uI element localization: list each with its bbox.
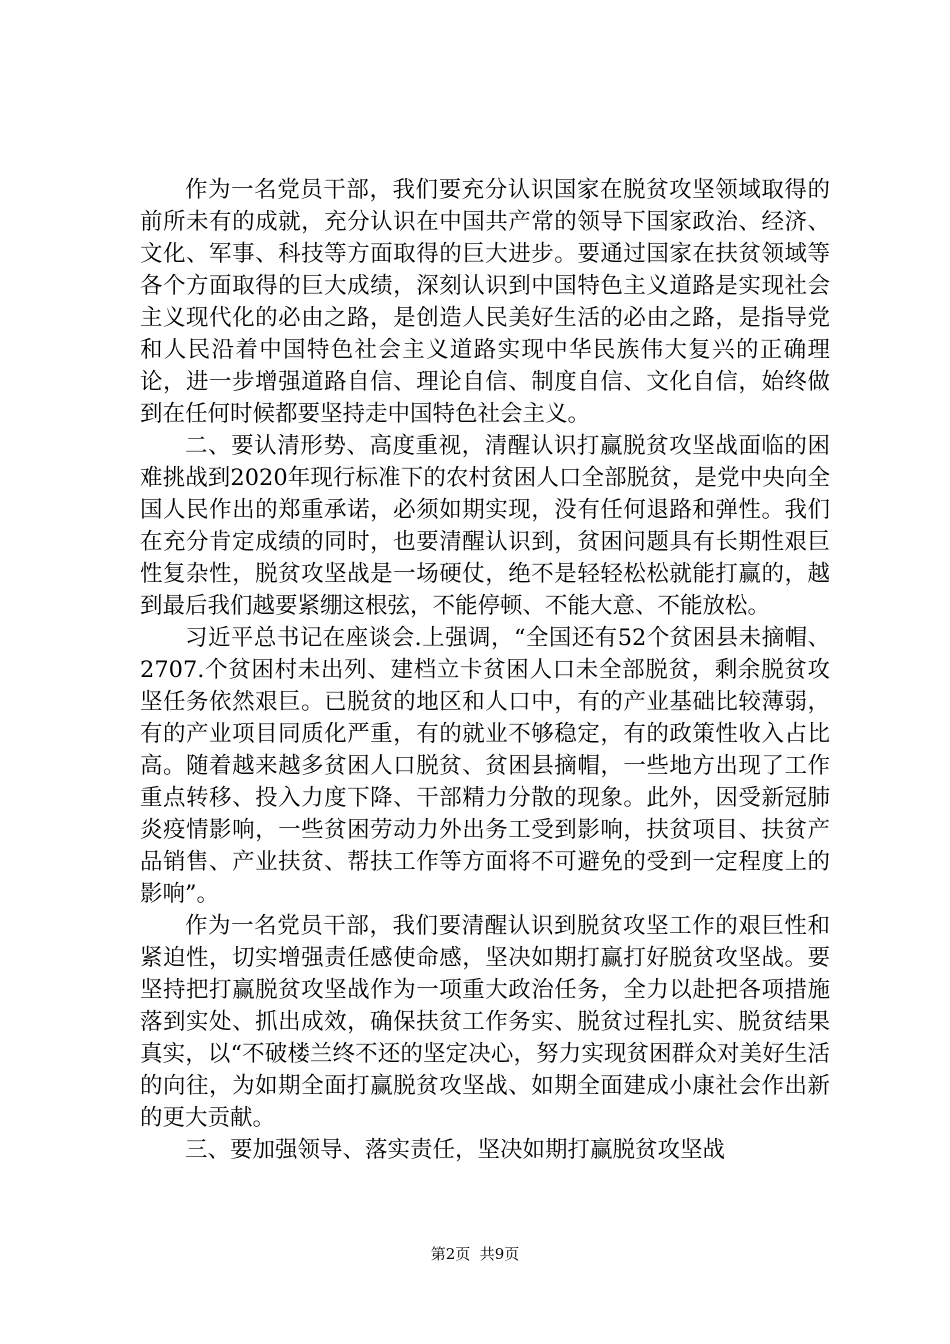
page-footer — [0, 1244, 950, 1264]
page-number-label: 第2页 共9页 — [430, 1245, 520, 1263]
paragraph-2: 二、要认清形势、高度重视，清醒认识打赢脱贫攻坚战面临的困难挑战到2020年现行标准下的农村贫困人口全部脱贫，是党中央向全国人民作出的郑重承诺，必须如期实现，没有任何退路和弹性。我们在充分肯定成绩的同时，也要清醒认识到，贫困问题具有长期性艰巨性复杂性，脱贫攻坚战是一场硬仗，绝不是轻轻松松就能打赢的，越到最后我们越要紧绷这根弦，不能停顿、不能大意、不能放松。 — [140, 433, 830, 619]
paragraph-5: 三、要加强领导、落实责任，坚决如期打赢脱贫攻坚战 — [185, 1137, 726, 1163]
paragraph-4: 作为一名党员干部，我们要清醒认识到脱贫攻坚工作的艰巨性和紧迫性，切实增强责任感使命感，坚决如期打赢打好脱贫攻坚战。要坚持把打赢脱贫攻坚战作为一项重大政治任务，全力以赴把各项措施落到实处、抓出成效，确保扶贫工作务实、脱贫过程扎实、脱贫结果真实，以“不破楼兰终不还的坚定决心，努力实现贫困群众对美好生活的向往，为如期全面打赢脱贫攻坚战、如期全面建成小康社会作出新的更大贡献。 — [140, 913, 830, 1131]
paragraph-3: 习近平总书记在座谈会.上强调，“全国还有52个贫困县未摘帽、2707.个贫困村未出列、建档立卡贫困人口未全部脱贫，剩余脱贫攻坚任务依然艰巨。已脱贫的地区和人口中，有的产业基础比较薄弱，有的产业项目同质化严重，有的就业不够稳定，有的政策性收入占比高。随着越来越多贫困人口脱贫、贫困县摘帽，一些地方出现了工作重点转移、投入力度下降、干部精力分散的现象。此外，因受新冠肺炎疫情影响，一些贫困劳动力外出务工受到影响，扶贫项目、扶贫产品销售、产业扶贫、帮扶工作等方面将不可避免的受到一定程度上的影响”。 — [140, 625, 830, 907]
paragraph-1: 作为一名党员干部，我们要充分认识国家在脱贫攻坚领域取得的前所未有的成就，充分认识在中国共产常的领导下国家政治、经济、文化、军事、科技等方面取得的巨大进步。要通过国家在扶贫领域等各个方面取得的巨大成绩，深刻认识到中国特色主义道路是实现社会主义现代化的必由之路，是创造人民美好生活的必由之路，是指导党和人民沿着中国特色社会主义道路实现中华民族伟大复兴的正确理论，进一步增强道路自信、理论自信、制度自信、文化自信，始终做到在任何时候都要坚持走中国特色社会主义。 — [140, 177, 830, 427]
document-body — [140, 174, 830, 1166]
